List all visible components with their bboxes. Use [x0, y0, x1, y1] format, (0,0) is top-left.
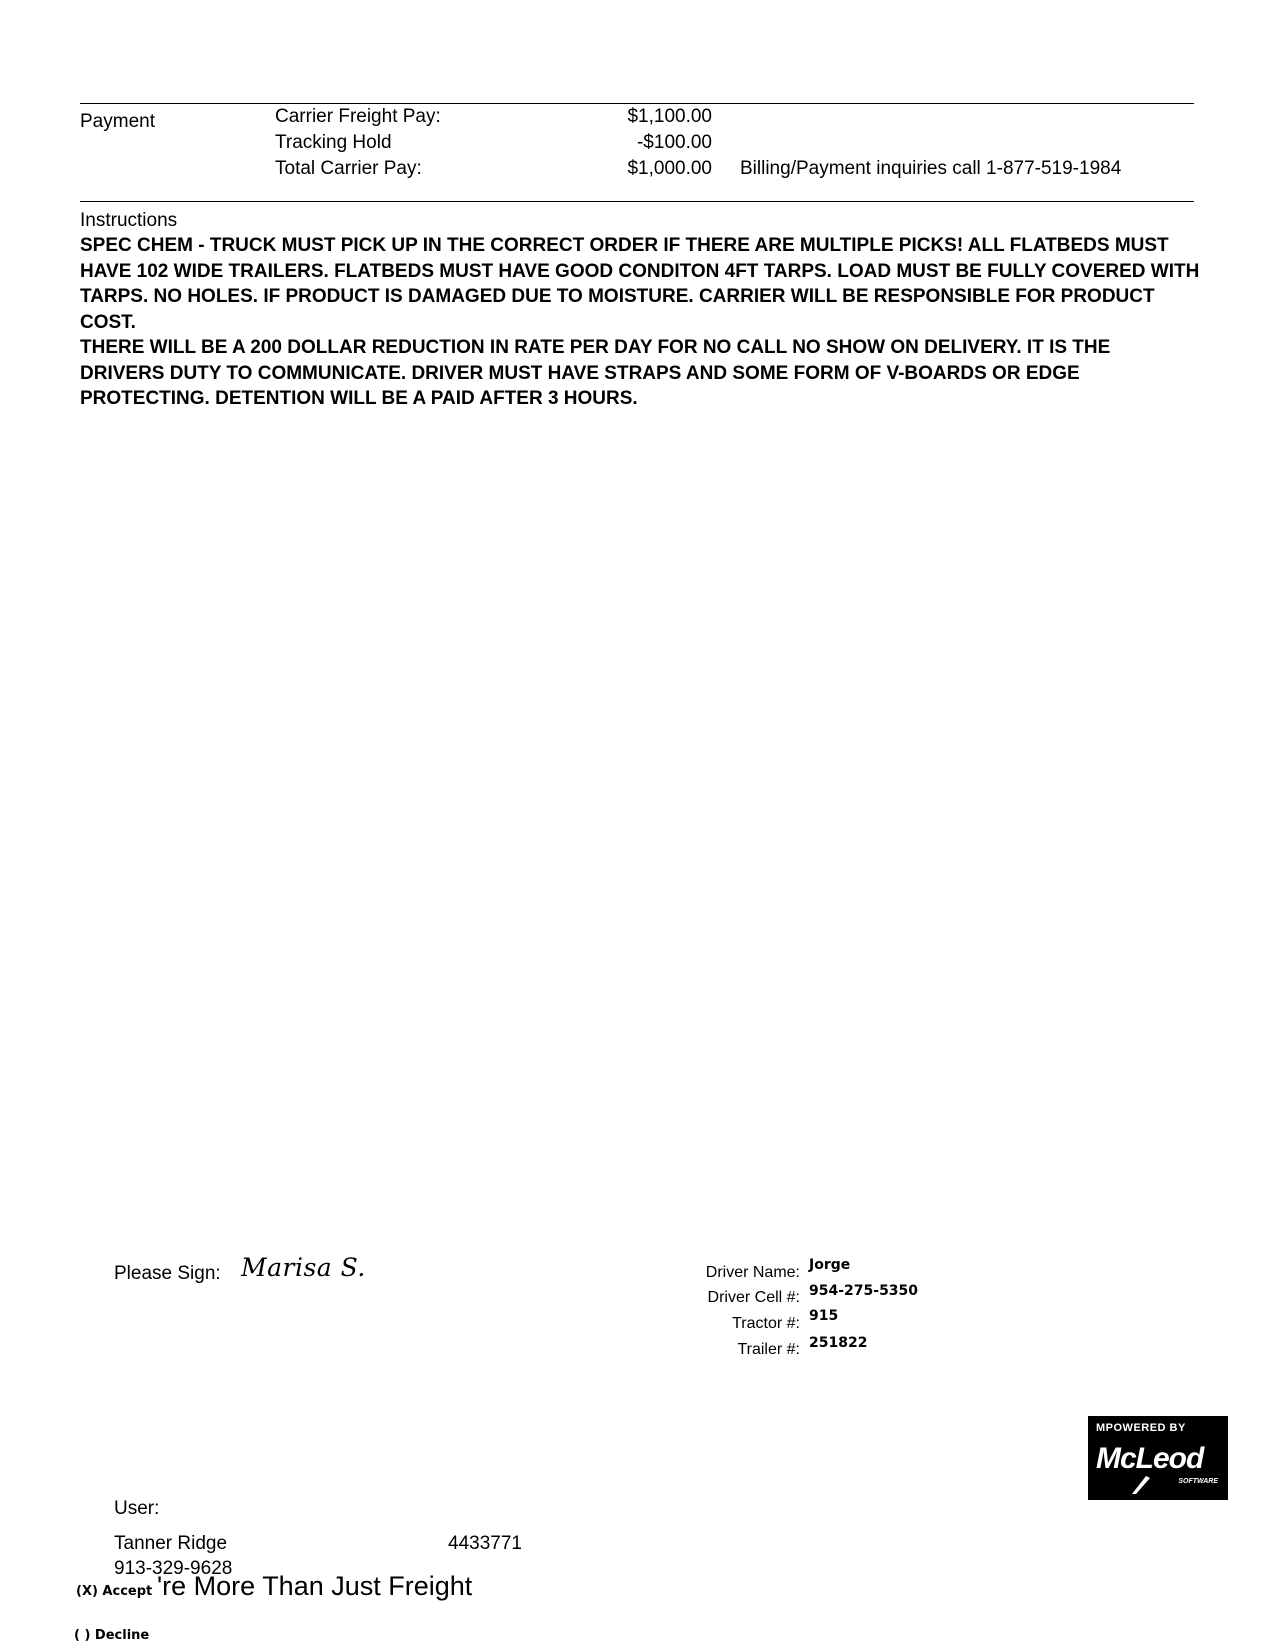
trailer-number-value: 251822: [809, 1335, 868, 1351]
driver-cell-value: 954-275-5350: [809, 1283, 919, 1299]
accept-option[interactable]: (X) Accept: [76, 1584, 153, 1599]
tracking-hold-label: Tracking Hold: [275, 132, 392, 153]
instructions-body: [80, 233, 1200, 412]
tractor-number-value: 915: [809, 1308, 839, 1324]
trailer-number-label: Trailer #:: [737, 1341, 800, 1358]
billing-inquiries-note: Billing/Payment inquiries call 1-877-519-1984: [740, 158, 1122, 179]
logo-sub-text: SOFTWARE: [1178, 1478, 1218, 1485]
instructions-paragraph: SPEC CHEM - TRUCK MUST PICK UP IN THE CORRECT ORDER IF THERE ARE MULTIPLE PICKS! ALL FLATBEDS MUST HAVE 102 WIDE TRAILERS. FLATBEDS MUST HAVE GOOD CONDITON 4FT TARPS. LOAD MUST BE FULLY COVERED WITH TARPS. NO HOLES. IF PRODUCT IS DAMAGED DUE TO MOISTURE. CARRIER WILL BE RESPONSIBLE FOR PRODUCT COST.: [80, 235, 1200, 333]
payment-section-label: Payment: [80, 111, 155, 132]
instructions-label: Instructions: [80, 210, 178, 231]
company-slogan: 're More Than Just Freight: [157, 1571, 473, 1601]
payment-divider: [80, 201, 1194, 202]
user-phone: 913-329-9628: [114, 1558, 233, 1579]
total-carrier-pay-label: Total Carrier Pay:: [275, 158, 422, 179]
logo-top-text: MPOWERED BY: [1096, 1422, 1186, 1434]
user-name: Tanner Ridge: [114, 1533, 228, 1554]
carrier-freight-pay-amount: $1,100.00: [627, 106, 712, 127]
driver-name-value: Jorge: [809, 1257, 851, 1273]
signature-value: Marisa S.: [241, 1253, 366, 1282]
logo-swoosh-icon: [1128, 1474, 1158, 1496]
total-carrier-pay-amount: $1,000.00: [627, 158, 712, 179]
mcleod-logo: [1088, 1416, 1228, 1500]
tractor-number-label: Tractor #:: [732, 1315, 800, 1332]
driver-cell-label: Driver Cell #:: [707, 1289, 800, 1306]
logo-brand-text: McLeod: [1096, 1442, 1204, 1475]
instructions-paragraph: THERE WILL BE A 200 DOLLAR REDUCTION IN RATE PER DAY FOR NO CALL NO SHOW ON DELIVERY. IT IS THE DRIVERS DUTY TO COMMUNICATE. DRIVER MUST HAVE STRAPS AND SOME FORM OF V-BOARDS OR EDGE PROTECTING. DETENTION WILL BE A PAID AFTER 3 HOURS.: [80, 337, 1111, 409]
please-sign-label: Please Sign:: [114, 1263, 221, 1284]
user-id: 4433771: [448, 1533, 522, 1554]
user-label: User:: [114, 1498, 160, 1519]
tracking-hold-amount: -$100.00: [636, 132, 712, 153]
driver-name-label: Driver Name:: [705, 1264, 800, 1281]
carrier-freight-pay-label: Carrier Freight Pay:: [275, 106, 441, 127]
decline-option[interactable]: ( ) Decline: [74, 1628, 150, 1643]
